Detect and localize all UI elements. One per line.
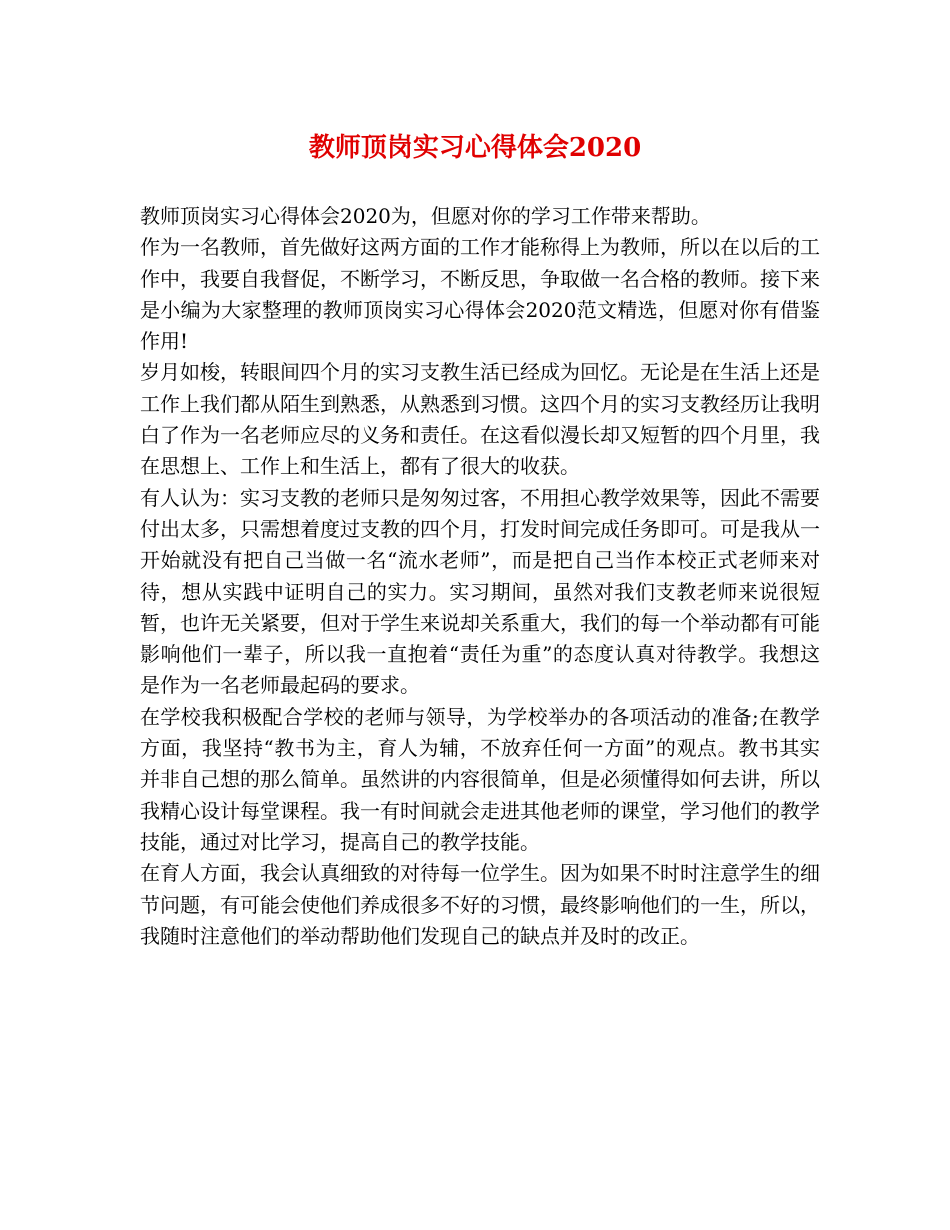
- paragraph-reflection: 岁月如梭，转眼间四个月的实习支教生活已经成为回忆。无论是在生活上还是工作上我们都从陌生到熟悉，从熟悉到习惯。这四个月的实习支教经历让我明白了作为一名老师应尽的义务和责任。在这看似漫长却又短暂的四个月里，我在思想上、工作上和生活上，都有了很大的收获。: [140, 360, 820, 479]
- document-body: [140, 201, 820, 952]
- paragraph-education: 在育人方面，我会认真细致的对待每一位学生。因为如果不时时注意学生的细节问题，有可能会使他们养成很多不好的习惯，最终影响他们的一生，所以，我随时注意他们的举动帮助他们发现自己的缺点并及时的改正。: [140, 861, 820, 948]
- document-title: 教师顶岗实习心得体会2020: [308, 133, 642, 163]
- paragraph-responsibility: 有人认为：实习支教的老师只是匆匆过客，不用担心教学效果等，因此不需要付出太多，只需想着度过支教的四个月，打发时间完成任务即可。可是我从一开始就没有把自己当做一名“流水老师”，而是把自己当作本校正式老师来对待，想从实践中证明自己的实力。实习期间，虽然对我们支教老师来说很短暂，也许无关紧要，但对于学生来说却关系重大，我们的每一个举动都有可能影响他们一辈子，所以我一直抱着“责任为重”的态度认真对待教学。我想这是作为一名老师最起码的要求。: [140, 485, 820, 698]
- paragraph-intro: 教师顶岗实习心得体会2020为，但愿对你的学习工作带来帮助。: [140, 204, 711, 228]
- paragraph-teaching: 在学校我积极配合学校的老师与领导，为学校举办的各项活动的准备;在教学方面，我坚持“教书为主，育人为辅，不放弃任何一方面”的观点。教书其实并非自己想的那么简单。虽然讲的内容很简单，但是必须懂得如何去讲，所以我精心设计每堂课程。我一有时间就会走进其他老师的课堂，学习他们的教学技能，通过对比学习，提高自己的教学技能。: [140, 704, 820, 854]
- paragraph-preface: 作为一名教师，首先做好这两方面的工作才能称得上为教师，所以在以后的工作中，我要自我督促，不断学习，不断反思，争取做一名合格的教师。接下来是小编为大家整理的教师顶岗实习心得体会2020范文精选，但愿对你有借鉴作用!: [140, 235, 820, 354]
